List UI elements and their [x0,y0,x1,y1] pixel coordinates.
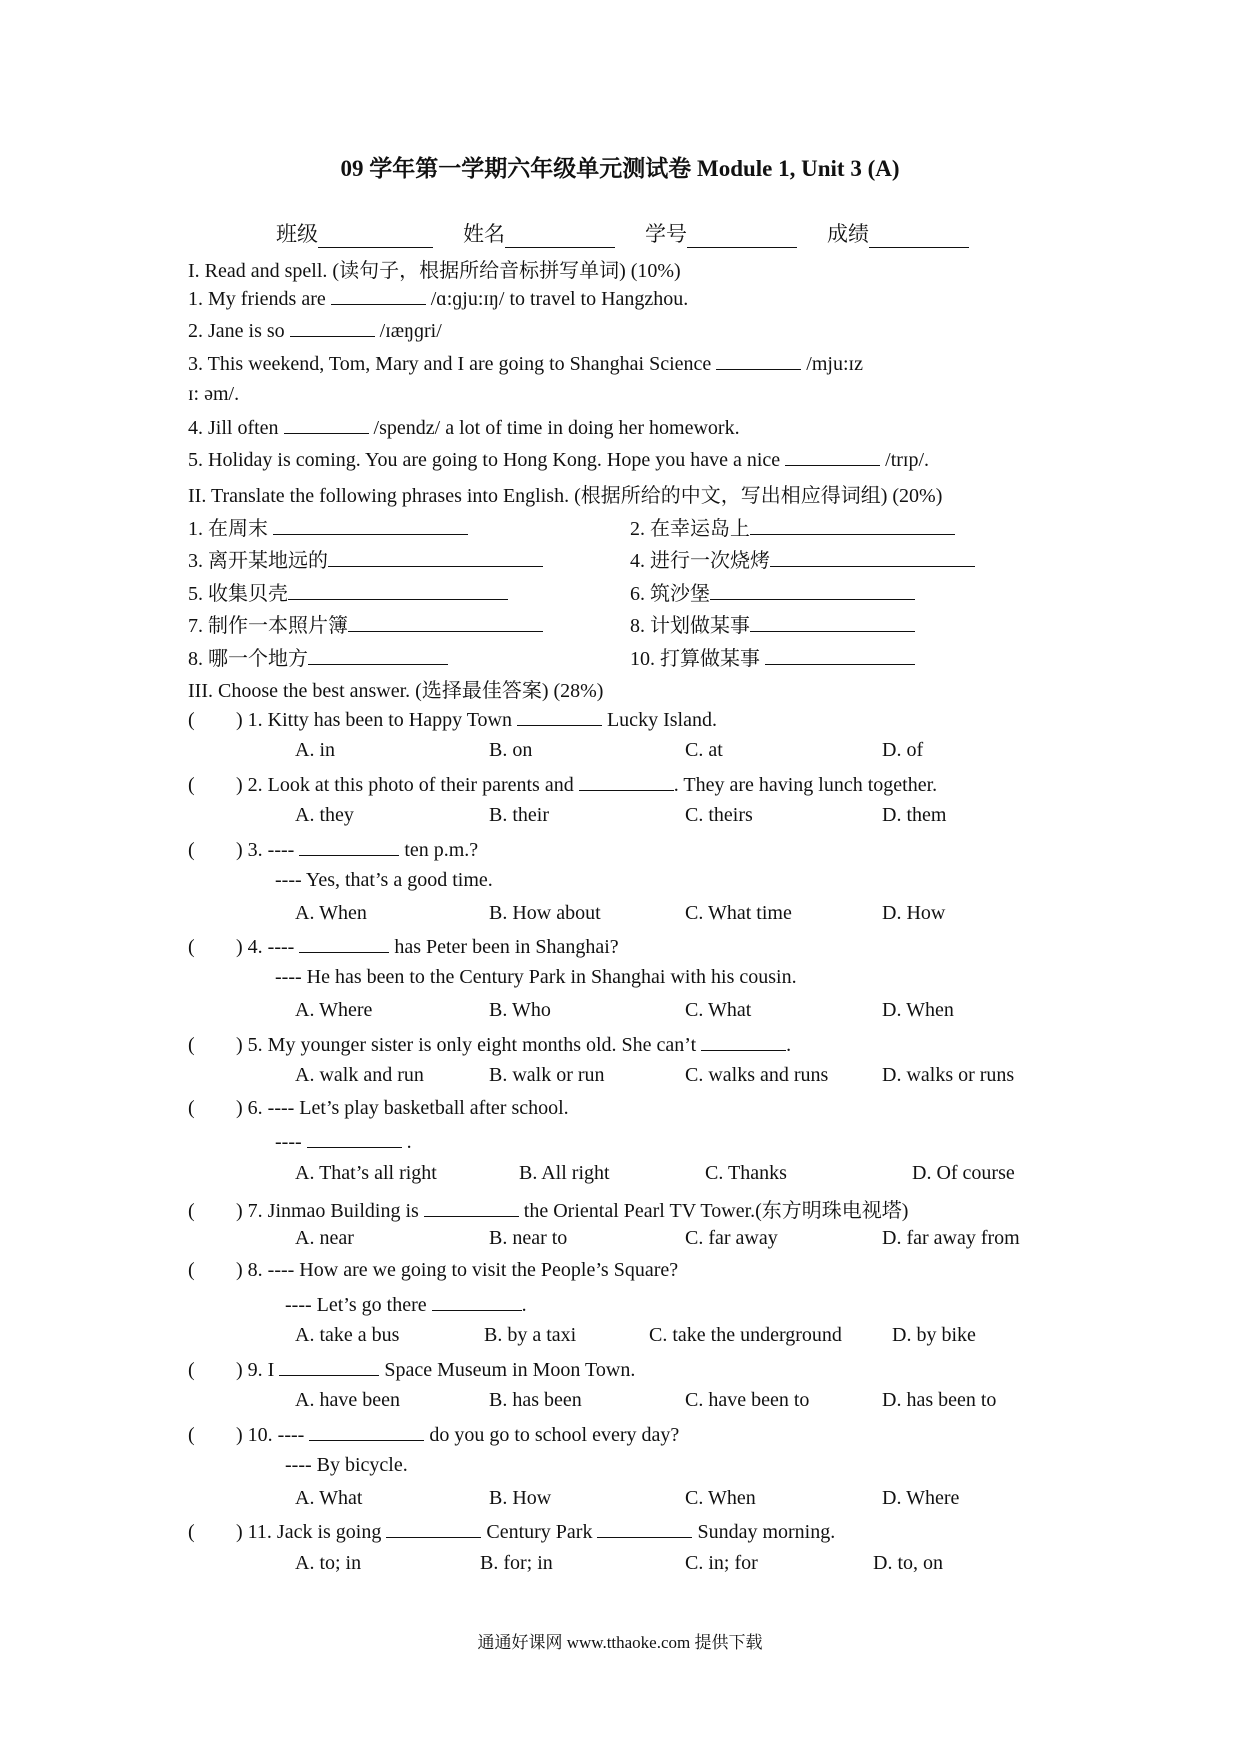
name-label: 姓名 [463,222,505,246]
answer-blank[interactable] [597,1519,692,1538]
page-footer: 通通好课网 www.tthaoke.com 提供下载 [477,1633,763,1652]
option-a[interactable]: A. take a bus [295,1324,400,1346]
answer-blank[interactable] [284,415,369,434]
answer-blank[interactable] [750,613,915,632]
answer-paren[interactable]: ( [188,936,195,958]
name-field[interactable] [463,218,615,248]
student-info-row [276,218,999,248]
answer-blank[interactable] [299,934,389,953]
option-d[interactable]: D. of [882,739,924,761]
answer-paren[interactable]: ( [188,1359,195,1381]
option-c[interactable]: C. walks and runs [685,1064,829,1086]
s3-question-5: ( ) 5. My younger sister is only eight months old. She can’t . [188,1034,792,1056]
s3-question-8: ( ) 8. ---- How are we going to visit the People’s Square? [188,1259,679,1281]
section1-header: I. Read and spell. (读句子，根据所给音标拼写单词) (10%) [188,260,681,282]
answer-blank[interactable] [710,581,915,600]
s3-question-2: ( ) 2. Look at this photo of their parents and . They are having lunch together. [188,774,938,796]
option-d[interactable]: D. far away from [882,1227,1020,1249]
answer-blank[interactable] [386,1519,481,1538]
s3-reply-4: ---- He has been to the Century Park in Shanghai with his cousin. [275,966,797,988]
option-a[interactable]: A. in [295,739,335,761]
s3-question-9: ( ) 9. I Space Museum in Moon Town. [188,1359,636,1381]
option-a[interactable]: A. have been [295,1389,400,1411]
section2-header: II. Translate the following phrases into English. (根据所给的中文，写出相应得词组) (20%) [188,485,943,507]
option-a[interactable]: A. walk and run [295,1064,424,1086]
answer-blank[interactable] [424,1198,519,1217]
option-d[interactable]: D. them [882,804,947,826]
answer-blank[interactable] [432,1292,522,1311]
answer-blank[interactable] [750,516,955,535]
answer-blank[interactable] [331,286,426,305]
answer-blank[interactable] [299,837,399,856]
option-d[interactable]: D. to, on [873,1552,943,1574]
answer-paren[interactable]: ( [188,839,195,861]
s3-reply-8: ---- Let’s go there . [285,1294,527,1316]
s2-item-1: 1. 在周末 [188,512,468,541]
option-c[interactable]: C. Thanks [705,1162,787,1184]
s2-item-8: 8. 计划做某事 [630,609,915,638]
answer-paren[interactable]: ( [188,774,195,796]
option-d[interactable]: D. by bike [892,1324,976,1346]
answer-blank[interactable] [579,772,674,791]
answer-blank[interactable] [290,318,375,337]
s1-question-1: 1. My friends are /ɑ:ɡju:ɪŋ/ to travel to Hangzhou. [188,288,689,310]
s3-question-11: ( ) 11. Jack is going Century Park Sunday morning. [188,1521,836,1543]
answer-blank[interactable] [517,707,602,726]
s2-item-3: 3. 离开某地远的 [188,544,543,573]
option-c[interactable]: C. far away [685,1227,778,1249]
class-label: 班级 [276,222,318,246]
option-a[interactable]: A. What [295,1487,363,1509]
s3-reply-10: ---- By bicycle. [285,1454,408,1476]
option-b[interactable]: B. How [489,1487,552,1509]
option-c[interactable]: C. When [685,1487,756,1509]
option-c[interactable]: C. What time [685,902,792,924]
option-a[interactable]: A. When [295,902,367,924]
option-a[interactable]: A. near [295,1227,354,1249]
answer-paren[interactable]: ( [188,1424,195,1446]
s2-item-10: 10. 打算做某事 [630,642,915,671]
s3-question-7: ( ) 7. Jinmao Building is the Oriental Pearl TV Tower.(东方明珠电视塔) [188,1200,909,1222]
score-field[interactable] [827,218,969,248]
class-blank[interactable] [318,227,433,248]
number-label: 学号 [645,222,687,246]
option-d[interactable]: D. Of course [912,1162,1015,1184]
option-d[interactable]: D. walks or runs [882,1064,1015,1086]
option-b[interactable]: B. Who [489,999,551,1021]
phonetic: /ɪæŋɡri/ [379,320,442,342]
answer-blank[interactable] [785,447,880,466]
score-label: 成绩 [827,222,869,246]
score-blank[interactable] [869,227,969,248]
s2-item-4: 4. 进行一次烧烤 [630,544,975,573]
phonetic: /mju:ɪz [806,353,863,375]
option-d[interactable]: D. Where [882,1487,960,1509]
option-a[interactable]: A. That’s all right [295,1162,437,1184]
answer-blank[interactable] [765,646,915,665]
option-c[interactable]: C. have been to [685,1389,810,1411]
name-blank[interactable] [505,227,615,248]
phonetic: /ɑ:ɡju:ɪŋ/ [430,288,505,310]
page-title: 09 学年第一学期六年级单元测试卷 Module 1, Unit 3 (A) [340,156,900,181]
option-b[interactable]: B. All right [519,1162,610,1184]
s1-question-2: 2. Jane is so /ɪæŋɡri/ [188,320,442,342]
answer-blank[interactable] [328,548,543,567]
option-b[interactable]: B. has been [489,1389,582,1411]
s2-item-5: 5. 收集贝壳 [188,577,508,606]
answer-blank[interactable] [279,1357,379,1376]
option-a[interactable]: A. they [295,804,354,826]
option-d[interactable]: D. When [882,999,954,1021]
option-c[interactable]: C. What [685,999,752,1021]
s1-question-3: 3. This weekend, Tom, Mary and I are going to Shanghai Science /mju:ɪz [188,353,863,375]
option-b[interactable]: B. How about [489,902,601,924]
answer-blank[interactable] [309,1422,424,1441]
s1-question-5: 5. Holiday is coming. You are going to Hong Kong. Hope you have a nice /trɪp/. [188,449,930,471]
option-b[interactable]: B. their [489,804,549,826]
s3-question-1: ( ) 1. Kitty has been to Happy Town Lucky Island. [188,709,717,731]
answer-paren[interactable]: ( [188,1200,195,1222]
s1-question-3-cont: ɪ: əm/. [188,383,240,405]
s2-item-9: 8. 哪一个地方 [188,642,448,671]
answer-blank[interactable] [307,1129,402,1148]
s3-question-3: ( ) 3. ---- ten p.m.? [188,839,479,861]
option-a[interactable]: A. Where [295,999,373,1021]
s3-question-4: ( ) 4. ---- has Peter been in Shanghai? [188,936,619,958]
answer-blank[interactable] [770,548,975,567]
answer-blank[interactable] [308,646,448,665]
s3-reply-3: ---- Yes, that’s a good time. [275,869,493,891]
phonetic: /trɪp/. [885,449,930,471]
option-d[interactable]: D. How [882,902,946,924]
option-b[interactable]: B. by a taxi [484,1324,577,1346]
answer-blank[interactable] [701,1032,786,1051]
option-b[interactable]: B. walk or run [489,1064,605,1086]
s2-item-2: 2. 在幸运岛上 [630,512,955,541]
option-b[interactable]: B. for; in [480,1552,553,1574]
answer-paren[interactable]: ( [188,1034,195,1056]
phonetic: /spendz/ [373,417,441,439]
answer-blank[interactable] [288,581,508,600]
answer-paren[interactable]: ( [188,1521,195,1543]
s3-question-10: ( ) 10. ---- do you go to school every day? [188,1424,680,1446]
answer-paren[interactable]: ( [188,1259,195,1281]
option-c[interactable]: C. theirs [685,804,753,826]
option-c[interactable]: C. take the underground [649,1324,842,1346]
class-field[interactable] [276,218,433,248]
answer-blank[interactable] [716,351,801,370]
section3-header: III. Choose the best answer. (选择最佳答案) (28%) [188,680,604,702]
number-blank[interactable] [687,227,797,248]
option-a[interactable]: A. to; in [295,1552,362,1574]
option-b[interactable]: B. on [489,739,533,761]
s2-item-6: 6. 筑沙堡 [630,577,915,606]
answer-paren[interactable]: ( [188,1097,195,1119]
option-c[interactable]: C. in; for [685,1552,758,1574]
s2-item-7: 7. 制作一本照片簿 [188,609,543,638]
s1-question-4: 4. Jill often /spendz/ a lot of time in doing her homework. [188,417,740,439]
option-d[interactable]: D. has been to [882,1389,997,1411]
option-c[interactable]: C. at [685,739,723,761]
answer-blank[interactable] [348,613,543,632]
s3-reply-6: ---- . [275,1131,412,1153]
option-b[interactable]: B. near to [489,1227,568,1249]
s3-question-6: ( ) 6. ---- Let’s play basketball after school. [188,1097,569,1119]
number-field[interactable] [645,218,797,248]
answer-paren[interactable]: ( [188,709,195,731]
answer-blank[interactable] [273,516,468,535]
